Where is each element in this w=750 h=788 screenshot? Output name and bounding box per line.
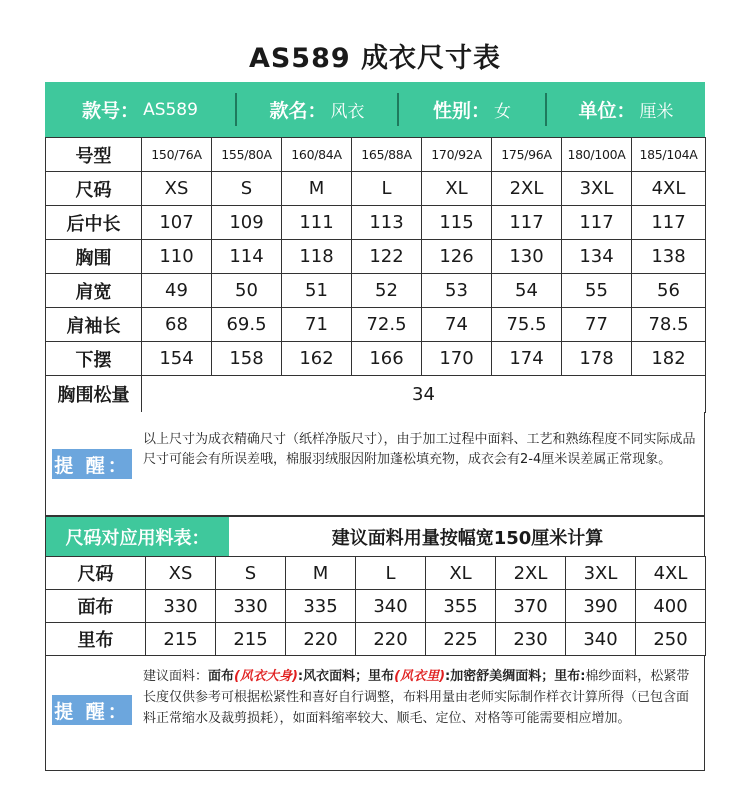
style-number-label: 款号： (82, 100, 140, 122)
measurement-cell: 51 (282, 274, 352, 308)
row-label: 肩宽 (46, 274, 142, 308)
tip-text-part: :风衣面料；里布 (297, 669, 395, 684)
ease-row (46, 376, 706, 413)
ease-value: 34 (142, 376, 706, 413)
size-chart-row (46, 342, 706, 376)
fabric-amount-cell: 250 (636, 623, 706, 656)
size-cell: 3XL (566, 557, 636, 590)
style-name-value: 风衣 (330, 102, 365, 122)
row-label: 号型 (46, 138, 142, 172)
style-name (237, 82, 397, 137)
measurement-cell: 107 (142, 206, 212, 240)
measurement-cell: 109 (212, 206, 282, 240)
row-label: 尺码 (46, 557, 146, 590)
tip-text (143, 666, 698, 729)
row-label: 肩袖长 (46, 308, 142, 342)
measurement-cell: 53 (422, 274, 492, 308)
measurement-cell: 69.5 (212, 308, 282, 342)
size-code-cell: 155/80A (212, 138, 282, 172)
tip-text-part: :加密舒美绸面料；里布: (445, 669, 586, 684)
measurement-cell: 55 (562, 274, 632, 308)
fabric-amount-cell: 340 (356, 590, 426, 623)
fabric-amount-cell: 220 (286, 623, 356, 656)
tip-box-measurement (45, 412, 705, 516)
fabric-amount-cell: 370 (496, 590, 566, 623)
fabric-row (46, 590, 706, 623)
page-title: AS589 成衣尺寸表 (248, 43, 502, 74)
gender (399, 82, 545, 137)
measurement-cell: 3XL (562, 172, 632, 206)
measurement-cell: 54 (492, 274, 562, 308)
fabric-amount-cell: 230 (496, 623, 566, 656)
fabric-amount-cell: 215 (216, 623, 286, 656)
row-label: 里布 (46, 623, 146, 656)
size-chart-row (46, 240, 706, 274)
gender-label: 性别： (432, 100, 490, 122)
spec-header-band (45, 82, 705, 137)
size-chart-row (46, 138, 706, 172)
size-cell: M (286, 557, 356, 590)
fabric-section-header (45, 516, 705, 556)
fabric-section-title: 建议面料用量按幅宽150厘米计算 (331, 528, 604, 549)
measurement-cell: L (352, 172, 422, 206)
fabric-amount-cell: 335 (286, 590, 356, 623)
size-code-cell: 180/100A (562, 138, 632, 172)
size-code-cell: 175/96A (492, 138, 562, 172)
size-cell: XS (146, 557, 216, 590)
measurement-cell: 118 (282, 240, 352, 274)
unit (547, 82, 705, 137)
fabric-amount-cell: 390 (566, 590, 636, 623)
measurement-cell: 162 (282, 342, 352, 376)
measurement-cell: 111 (282, 206, 352, 240)
tip-badge: 提 醒： (52, 695, 132, 725)
tip-text-part: 棉纱面料，松紧带长度仅供参考可根据松紧性和喜好自行调整，布料用量由老师实际制作样衣计算所得（已包含面料正常缩水及裁剪损耗），如面料缩率较大、顺毛、定位、对格等可能需要相应增加。 (143, 669, 690, 726)
tip-badge: 提 醒： (52, 449, 132, 479)
size-code-cell: 170/92A (422, 138, 492, 172)
fabric-row (46, 623, 706, 656)
size-code-cell: 150/76A (142, 138, 212, 172)
unit-label: 单位： (578, 100, 636, 122)
measurement-cell: 68 (142, 308, 212, 342)
fabric-amount-cell: 330 (216, 590, 286, 623)
size-chart-row (46, 274, 706, 308)
measurement-cell: 49 (142, 274, 212, 308)
measurement-cell: 75.5 (492, 308, 562, 342)
fabric-usage-table (45, 556, 706, 656)
tip-text-part: 建议面料： (143, 669, 209, 684)
fabric-amount-cell: 215 (146, 623, 216, 656)
measurement-cell: 117 (492, 206, 562, 240)
row-label: 胸围 (46, 240, 142, 274)
measurement-cell: 113 (352, 206, 422, 240)
size-chart-row (46, 206, 706, 240)
measurement-cell: 77 (562, 308, 632, 342)
measurement-cell: 174 (492, 342, 562, 376)
measurement-cell: 4XL (632, 172, 706, 206)
unit-value: 厘米 (639, 102, 674, 122)
measurement-cell: 52 (352, 274, 422, 308)
measurement-cell: 126 (422, 240, 492, 274)
fabric-amount-cell: 330 (146, 590, 216, 623)
tip-text-part: 面布 (208, 669, 235, 684)
size-cell: L (356, 557, 426, 590)
style-name-label: 款名： (269, 100, 327, 122)
row-label: 面布 (46, 590, 146, 623)
measurement-cell: 72.5 (352, 308, 422, 342)
measurement-cell: 115 (422, 206, 492, 240)
fabric-amount-cell: 220 (356, 623, 426, 656)
measurement-cell: 158 (212, 342, 282, 376)
size-chart-row (46, 308, 706, 342)
fabric-amount-cell: 340 (566, 623, 636, 656)
fabric-header-row (46, 557, 706, 590)
style-number-value: AS589 (143, 99, 198, 120)
measurement-cell: 182 (632, 342, 706, 376)
size-code-cell: 160/84A (282, 138, 352, 172)
row-label: 尺码 (46, 172, 142, 206)
size-cell: XL (426, 557, 496, 590)
fabric-amount-cell: 400 (636, 590, 706, 623)
size-code-cell: 185/104A (632, 138, 706, 172)
measurement-cell: 130 (492, 240, 562, 274)
style-number (45, 82, 235, 137)
measurement-cell: 56 (632, 274, 706, 308)
gender-value: 女 (494, 102, 511, 122)
measurement-cell: 50 (212, 274, 282, 308)
measurement-cell: 117 (562, 206, 632, 240)
measurement-cell: 166 (352, 342, 422, 376)
measurement-cell: 114 (212, 240, 282, 274)
size-cell: 4XL (636, 557, 706, 590)
size-code-cell: 165/88A (352, 138, 422, 172)
fabric-amount-cell: 225 (426, 623, 496, 656)
tip-box-fabric (45, 656, 705, 771)
measurement-cell: 170 (422, 342, 492, 376)
size-chart-row (46, 172, 706, 206)
measurement-cell: XL (422, 172, 492, 206)
measurement-cell: 138 (632, 240, 706, 274)
measurement-cell: 117 (632, 206, 706, 240)
fabric-amount-cell: 355 (426, 590, 496, 623)
size-cell: 2XL (496, 557, 566, 590)
fabric-section-tab: 尺码对应用料表： (46, 517, 229, 557)
measurement-cell: 154 (142, 342, 212, 376)
measurement-cell: 178 (562, 342, 632, 376)
row-label: 后中长 (46, 206, 142, 240)
size-cell: S (216, 557, 286, 590)
tip-text: 以上尺寸为成衣精确尺寸（纸样净版尺寸），由于加工过程中面料、工艺和熟练程度不同实际成品尺寸可能会有所误差哦，棉服羽绒服因附加蓬松填充物，成衣会有2-4厘米误差属正常现象。 (143, 432, 696, 467)
tip-text-emphasis: (风衣里) (394, 669, 446, 684)
measurement-cell: 71 (282, 308, 352, 342)
measurement-cell: M (282, 172, 352, 206)
measurement-cell: 110 (142, 240, 212, 274)
measurement-cell: 2XL (492, 172, 562, 206)
measurement-cell: 122 (352, 240, 422, 274)
row-label: 下摆 (46, 342, 142, 376)
row-label: 胸围松量 (46, 376, 142, 413)
tip-text-emphasis: (风衣大身) (234, 669, 298, 684)
measurement-cell: 78.5 (632, 308, 706, 342)
size-chart-table (45, 137, 706, 413)
measurement-cell: 74 (422, 308, 492, 342)
measurement-cell: 134 (562, 240, 632, 274)
measurement-cell: XS (142, 172, 212, 206)
measurement-cell: S (212, 172, 282, 206)
